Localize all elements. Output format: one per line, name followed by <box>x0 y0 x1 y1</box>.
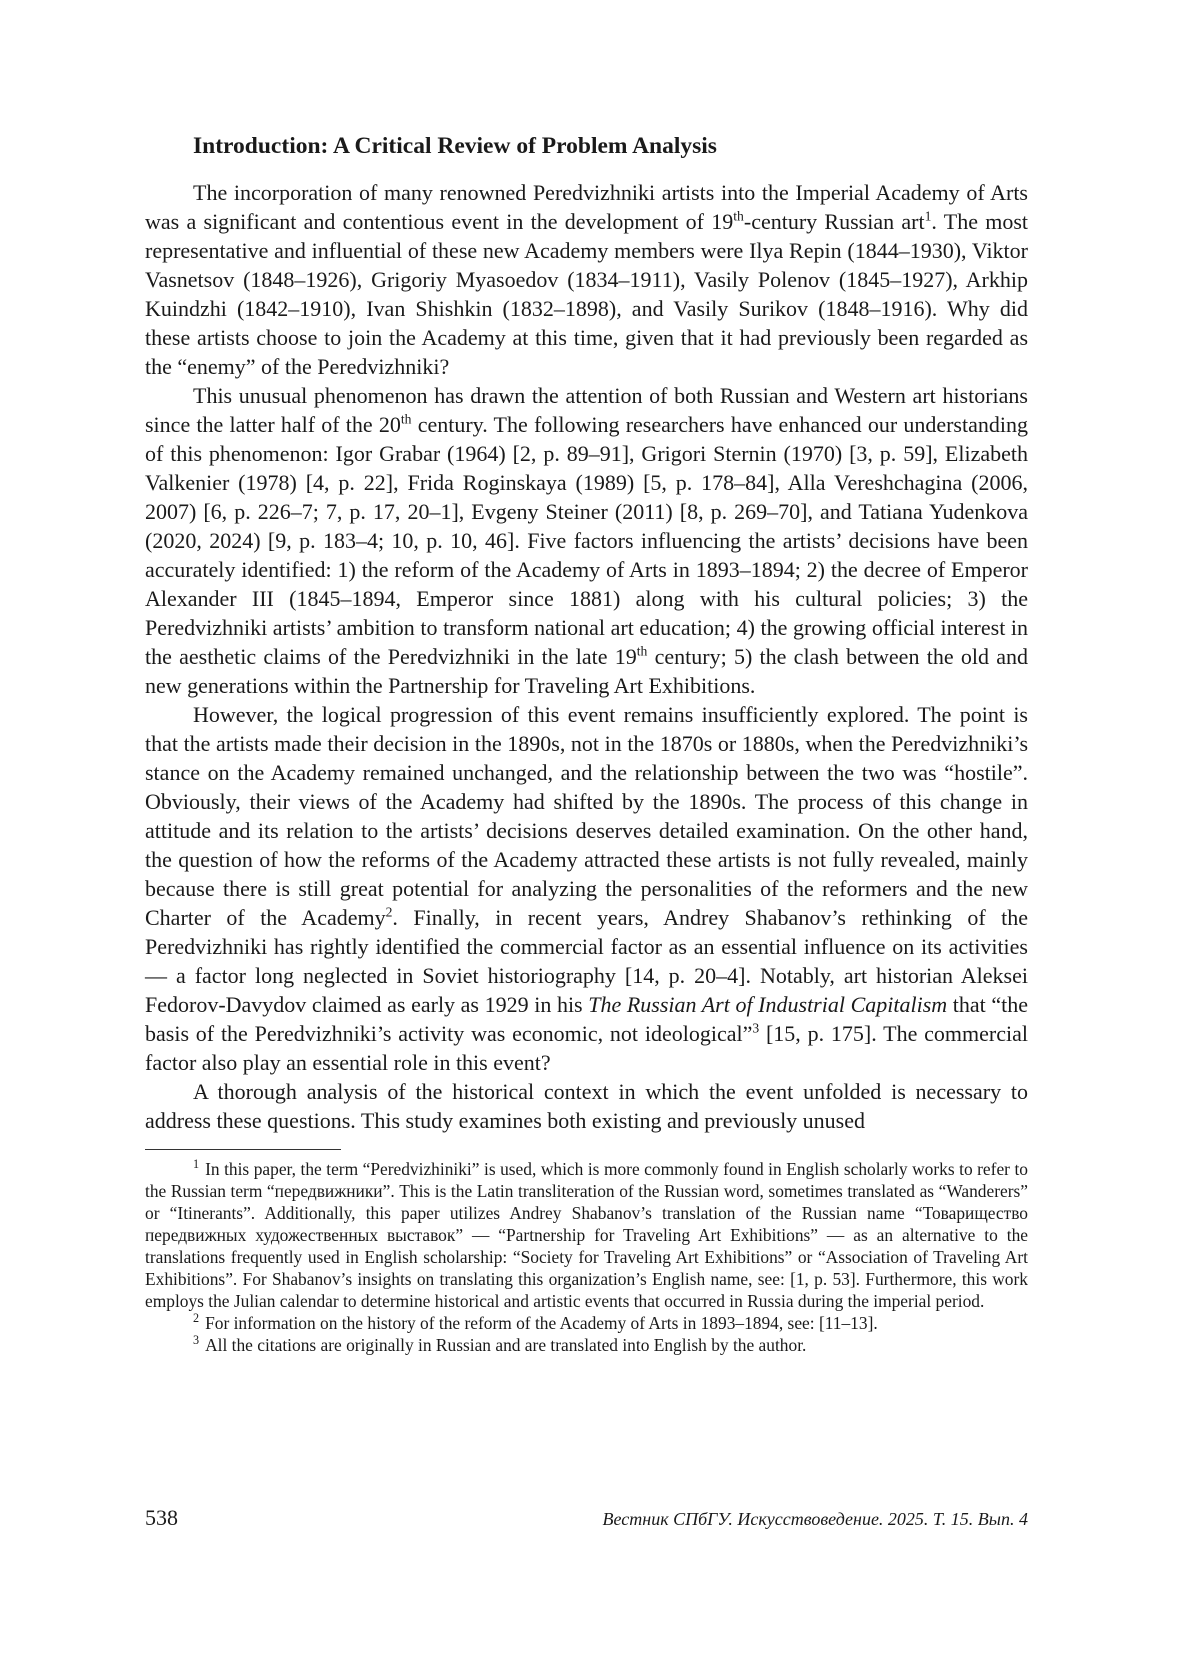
section-heading: Introduction: A Critical Review of Problem Analysis <box>193 133 717 159</box>
footnote-ref-2: 2 <box>385 904 393 920</box>
paragraph-2-text-b: century. The following researchers have enhanced our understanding of this phenomenon: Igor Grabar (1964) [2, p. 89–91], Grigori Sternin (1970) [3, p. 59], Elizabeth Valkenier (1978) [4, p. 22], Frida Roginskaya (1989) [5, p. 178–84], Alla Vereshchagina (2006, 2007) [6, p. 226–7; 7, p. 17, 20–1], Evgeny Steiner (2011) [8, p. 269–70], and Tatiana Yudenkova (2020, 2024) [9, p. 183–4; 10, p. 10, 46]. Five factors influencing the artists’ decisions have been accurately identified: 1) the reform of the Academy of Arts in 1893–1894; 2) the decree of Emperor Alexander III (1845–1894, Emperor since 1881) along with his cultural policies; 3) the Peredvizhniki artists’ ambition to transform national art education; 4) the growing official interest in the aesthetic claims of the Peredvizhniki in the late 19 <box>145 412 1028 670</box>
paragraph-3-text-c: that “the basis of the Peredvizhniki’s activity was economic, not ideological” <box>145 992 1029 1047</box>
journal-title: Вестник СПбГУ. Искусствоведение. 2025. Т. 15. Вып. 4 <box>602 1509 1028 1529</box>
footnote-ref-3: 3 <box>752 1020 760 1036</box>
footnote-number: 3 <box>193 1333 200 1348</box>
paragraph-3-text-a: However, the logical progression of this event remains insufficiently explored. The point is that the artists made their decision in the 1890s, not in the 1870s or 1880s, when the Peredvizhniki’s stance on the Academy remained unchanged, and the relationship between the two was “hostile”. Obviously, their views of the Academy had shifted by the 1890s. The process of this change in attitude and its relation to the artists’ decisions deserves detailed examination. On the other hand, the question of how the reforms of the Academy attracted these artists is not fully revealed, mainly because there is still great potential for analyzing the personalities of the reformers and the new Charter of the Academy <box>145 702 1028 931</box>
paragraph-2-text-a: This unusual phenomenon has drawn the attention of both Russian and Western art historians since the latter half of the 20 <box>145 383 1028 438</box>
book-title-italic: The Russian Art of Industrial Capitalism <box>588 992 948 1018</box>
superscript-th: th <box>733 208 744 224</box>
superscript-th: th <box>400 411 412 427</box>
paragraph-1-text-b: -century Russian art <box>743 209 925 235</box>
footnote-text: All the citations are originally in Russian and are translated into English by the author. <box>205 1335 807 1356</box>
paragraph-1-text-c: . The most representative and influential of these new Academy members were Ilya Repin (1844–1930), Viktor Vasnetsov (1848–1926), Grigoriy Myasoedov (1834–1911), Vasily Polenov (1845–1927), Arkhip Kuindzhi (1842–1910), Ivan Shishkin (1832–1898), and Vasily Surikov (1848–1916). Why did these artists choose to join the Academy at this time, given that it had previously been regarded as the “enemy” of the Peredvizhniki? <box>145 209 1029 380</box>
page-footer <box>145 1505 1028 1531</box>
page-number: 538 <box>145 1505 178 1530</box>
footnote-number: 1 <box>193 1157 200 1172</box>
footnote-text: In this paper, the term “Peredvizhiniki” is used, which is more commonly found in English scholarly works to refer to the Russian term “передвижники”. This is the Latin transliteration of the Russian word, sometimes translated as “Wanderers” or “Itinerants”. Additionally, this paper utilizes Andrey Shabanov’s translation of the Russian name “Товарищество передвижных художественных выставок” — “Partnership for Traveling Art Exhibitions” — as an alternative to the translations frequently used in English scholarship: “Society for Traveling Art Exhibitions” or “Association of Traveling Art Exhibitions”. For Shabanov’s insights on translating this organization’s English name, see: [1, p. 53]. Furthermore, this work employs the Julian calendar to determine historical and artistic events that occurred in Russia during the imperial period. <box>145 1159 1028 1312</box>
paragraph-3 <box>145 700 1028 1077</box>
paragraph-2 <box>145 381 1028 700</box>
footnote-divider <box>145 1149 341 1150</box>
superscript-th: th <box>636 643 648 659</box>
footnote-2 <box>145 1312 1028 1334</box>
footnote-1 <box>145 1158 1028 1312</box>
page-body <box>145 124 1028 1356</box>
paragraph-1-text-a: The incorporation of many renowned Peredvizhniki artists into the Imperial Academy of Arts was a significant and contentious event in the development of 19 <box>145 180 1028 235</box>
paragraph-2-text-c: century; 5) the clash between the old and new generations within the Partnership for Traveling Art Exhibitions. <box>145 644 1028 699</box>
paragraph-1 <box>145 178 1028 381</box>
footnote-3 <box>145 1334 1028 1356</box>
paragraph-3-text-d: [15, p. 175]. The commercial factor also play an essential role in this event? <box>145 1021 1028 1076</box>
footnote-text: For information on the history of the reform of the Academy of Arts in 1893–1894, see: [11–13]. <box>205 1313 878 1334</box>
paragraph-4: A thorough analysis of the historical context in which the event unfolded is necessary to address these questions. This study examines both existing and previously unused <box>145 1079 1028 1134</box>
footnote-number: 2 <box>193 1311 200 1326</box>
footnote-ref-1: 1 <box>924 208 932 224</box>
paragraph-3-text-b: . Finally, in recent years, Andrey Shabanov’s rethinking of the Peredvizhniki has rightly identified the commercial factor as an essential influence on its activities — a factor long neglected in Soviet historiography [14, p. 20–4]. Notably, art historian Aleksei Fedorov-Davydov claimed as early as 1929 in his <box>145 905 1028 1018</box>
